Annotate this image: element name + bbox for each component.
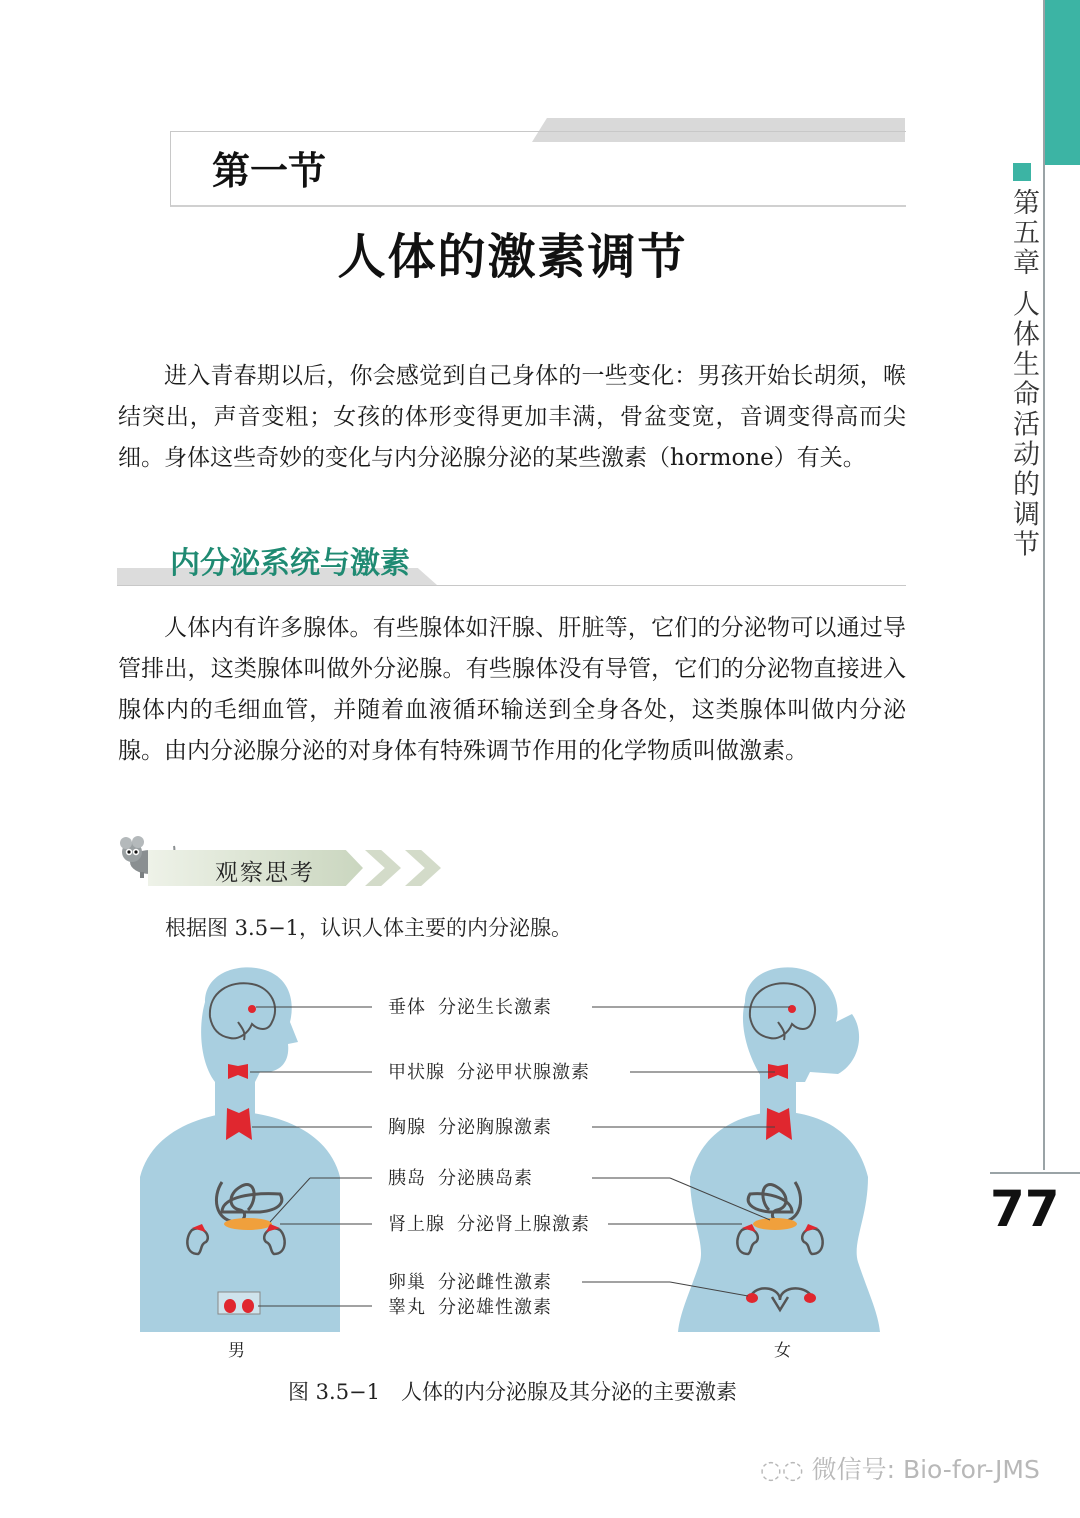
label-adrenal: 肾上腺 分泌肾上腺激素	[388, 1214, 590, 1235]
subsection-title: 内分泌系统与激素	[170, 546, 410, 581]
section-label: 第一节	[212, 149, 327, 193]
label-pituitary: 垂体 分泌生长激素	[388, 997, 552, 1018]
chevron-right-icon	[365, 850, 401, 886]
endocrine-glands-figure	[130, 962, 890, 1362]
gland-labels	[388, 997, 590, 1318]
wechat-icon: ◌◌	[760, 1455, 812, 1484]
chapter-tab-bar	[1044, 0, 1080, 165]
label-ovary: 卵巢 分泌雌性激素	[388, 1272, 552, 1293]
watermark	[760, 1450, 1040, 1486]
intro-paragraph	[118, 356, 906, 479]
label-testis: 睾丸 分泌雄性激素	[388, 1297, 552, 1318]
subsection-paragraph	[118, 608, 906, 772]
observe-label: 观察思考	[215, 860, 315, 886]
label-islets: 胰岛 分泌胰岛素	[388, 1168, 533, 1189]
male-body-silhouette	[140, 967, 340, 1332]
page-number: 77	[990, 1180, 1060, 1238]
observe-instruction: 根据图 3.5−1，认识人体主要的内分泌腺。	[165, 916, 573, 940]
intro-text: 进入青春期以后，你会感觉到自己身体的一些变化：男孩开始长胡须，喉结突出，声音变粗；女孩的体形变得更加丰满，骨盆变宽，音调变得高而尖细。身体这些奇妙的变化与内分泌腺分泌的某些激素（hormone）有关。	[118, 363, 906, 471]
figure-caption: 图 3.5−1 人体的内分泌腺及其分泌的主要激素	[287, 1380, 738, 1404]
sidebar-divider	[1043, 0, 1045, 1170]
female-body-silhouette	[678, 967, 880, 1332]
subsection-text: 人体内有许多腺体。有些腺体如汗腺、肝脏等，它们的分泌物可以通过导管排出，这类腺体叫做外分泌腺。有些腺体没有导管，它们的分泌物直接进入腺体内的毛细血管，并随着血液循环输送到全身各处，这类腺体叫做内分泌腺。由内分泌腺分泌的对身体有特殊调节作用的化学物质叫做激素。	[118, 615, 906, 764]
page-number-rule	[990, 1172, 1080, 1174]
label-thymus: 胸腺 分泌胸腺激素	[388, 1117, 552, 1138]
watermark-text: 微信号: Bio-for-JMS	[811, 1455, 1040, 1484]
female-label: 女	[774, 1341, 791, 1361]
chapter-title: 第五章 人体生命活动的调节	[1008, 188, 1039, 560]
subsection-rule	[117, 585, 906, 586]
chapter-marker	[1013, 163, 1031, 181]
chevron-right-icon	[405, 850, 441, 886]
label-thyroid: 甲状腺 分泌甲状腺激素	[388, 1062, 590, 1083]
page-title: 人体的激素调节	[337, 229, 688, 285]
male-label: 男	[228, 1341, 245, 1361]
